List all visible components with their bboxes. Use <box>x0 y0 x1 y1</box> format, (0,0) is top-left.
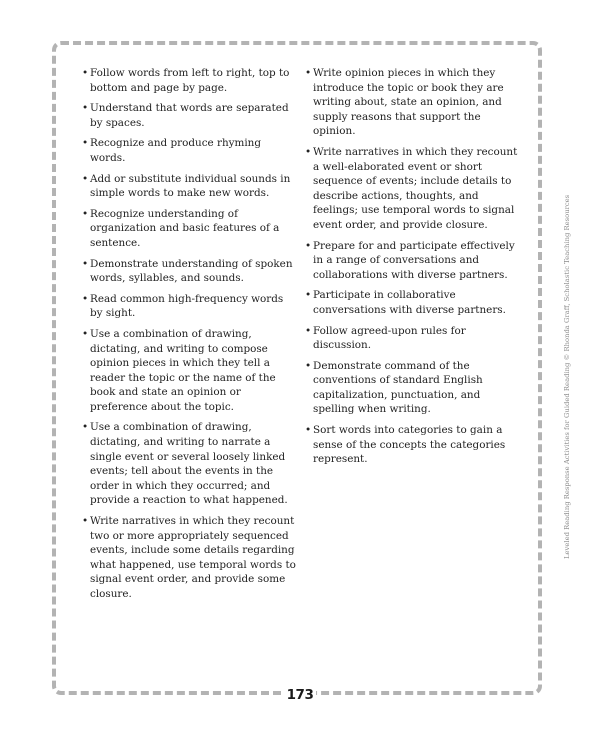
list-item: • Demonstrate understanding of spoken words, syllables, and sounds. <box>82 257 296 286</box>
list-item: • Use a combination of drawing, dictating, and writing to compose opinion pieces in which they tell a reader the topic or the name of the book and state an opinion or preference about the topic. <box>82 327 296 415</box>
list-item: • Sort words into categories to gain a sense of the concepts the categories represent. <box>305 423 519 467</box>
left-bullet-list <box>82 66 296 608</box>
list-item: • Write opinion pieces in which they introduce the topic or book they are writing about, state an opinion, and supply reasons that support the opinion. <box>305 66 519 139</box>
list-item: • Recognize and produce rhyming words. <box>82 136 296 165</box>
right-bullet-list <box>305 66 519 473</box>
list-item: • Use a combination of drawing, dictating, and writing to narrate a single event or several loosely linked events; tell about the events in the order in which they occurred; and provide a reaction to what happened. <box>82 420 296 508</box>
list-item: • Participate in collaborative conversations with diverse partners. <box>305 288 519 317</box>
list-item: • Recognize understanding of organization and basic features of a sentence. <box>82 207 296 251</box>
list-item: • Add or substitute individual sounds in simple words to make new words. <box>82 172 296 201</box>
list-item: • Follow words from left to right, top to bottom and page by page. <box>82 66 296 95</box>
side-credit-line: Leveled Reading Response Activities for Guided Reading © Rhonda Graff, Scholastic Teaching Resources <box>563 194 571 559</box>
list-item: • Prepare for and participate effectively in a range of conversations and collaborations with diverse partners. <box>305 239 519 283</box>
page-number: 173 <box>284 685 316 705</box>
list-item: • Demonstrate command of the conventions of standard English capitalization, punctuation, and spelling when writing. <box>305 359 519 417</box>
list-item: • Write narratives in which they recount a well-elaborated event or short sequence of events; include details to describe actions, thoughts, and feelings; use temporal words to signal event order, and provide closure. <box>305 145 519 233</box>
list-item: • Write narratives in which they recount two or more appropriately sequenced events, include some details regarding what happened, use temporal words to signal event order, and provide some closure. <box>82 514 296 602</box>
list-item: • Read common high-frequency words by sight. <box>82 292 296 321</box>
list-item: • Understand that words are separated by spaces. <box>82 101 296 130</box>
list-item: • Follow agreed-upon rules for discussion. <box>305 324 519 353</box>
